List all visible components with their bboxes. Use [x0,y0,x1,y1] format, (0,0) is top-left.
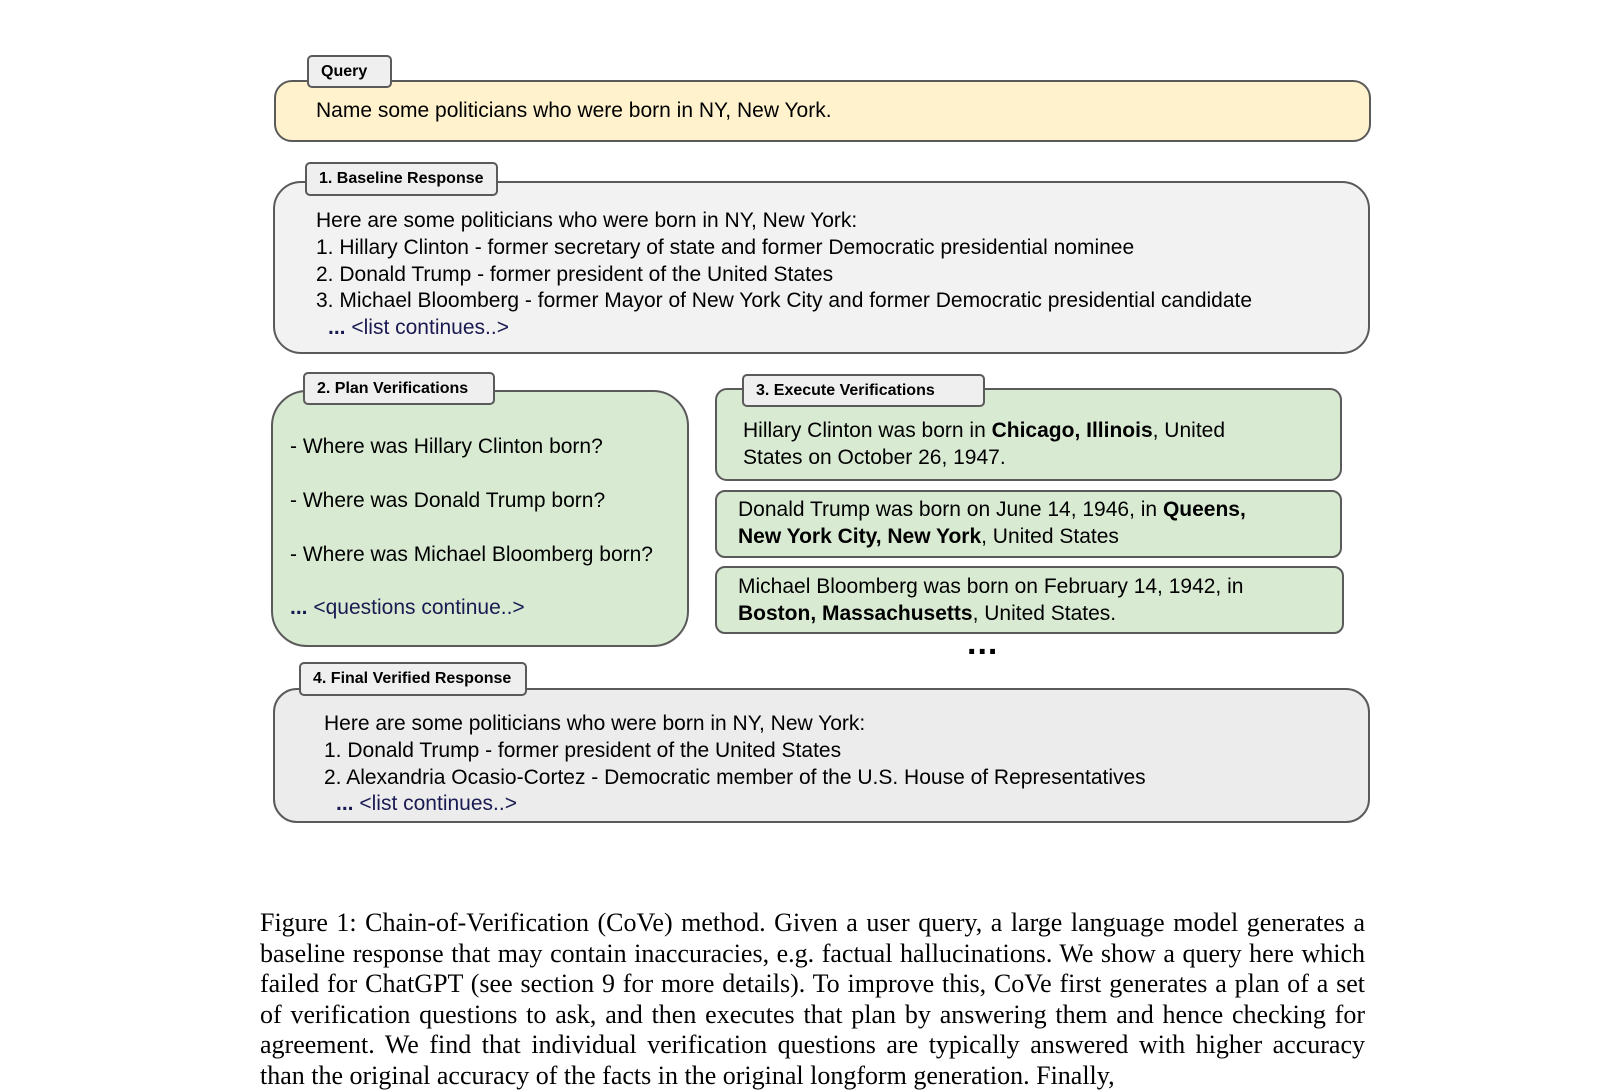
query-text: Name some politicians who were born in NY, New York. [316,99,832,122]
plan-tag: 2. Plan Verifications [303,372,495,405]
answer-line-2 [738,523,1119,550]
answer-place: Chicago, Illinois [991,419,1153,442]
answer-place: Boston, Massachusetts [738,602,973,625]
execute-answer-2 [715,490,1342,558]
final-line-1: 1. Donald Trump - former president of the United States [324,739,842,762]
plan-question-3: - Where was Michael Bloomberg born? [290,543,653,566]
baseline-line-3: 3. Michael Bloomberg - former Mayor of New York City and former Democratic presidential candidate [316,289,1253,312]
answer-place: Queens, [1162,498,1246,521]
plan-verifications-box [271,390,689,647]
answer-text: , United States. [972,602,1117,625]
final-response-box [273,688,1370,823]
final-tag: 4. Final Verified Response [299,662,527,696]
baseline-response-box [273,181,1370,354]
execute-answer-3 [715,566,1344,634]
answer-line-2 [743,444,1006,471]
final-list-continues [336,790,517,817]
answer-text: Michael Bloomberg was born on February 14, 1942, in [738,575,1244,598]
more-verifications-ellipsis: ... [967,624,999,662]
answer-text: Donald Trump was born on June 14, 1946, in [738,498,1163,521]
query-box [274,80,1371,142]
plan-question-2: - Where was Donald Trump born? [290,489,606,512]
query-tag: Query [307,55,392,88]
answer-text: Hillary Clinton was born in [743,419,992,442]
final-line-2: 2. Alexandria Ocasio-Cortez - Democratic member of the U.S. House of Representatives [324,766,1146,789]
answer-text: States on October 26, 1947. [743,446,1006,469]
figure-caption: Figure 1: Chain-of-Verification (CoVe) method. Given a user query, a large language model generates a baseline response that may contain inaccuracies, e.g. factual hallucinations. We show a query here which failed for ChatGPT (see section 9 for more details). To improve this, CoVe first generates a plan of a set of verification questions to ask, and then executes that plan by answering them and hence checking for agreement. We find that individual verification questions are typically answered with higher accuracy than the original accuracy of the facts in the original longform generation. Finally, [260,908,1365,1090]
continues-text: <list continues..> [359,792,517,815]
plan-question-1: - Where was Hillary Clinton born? [290,435,603,458]
answer-line-1 [738,496,1246,523]
continues-text: <list continues..> [351,316,509,339]
ellipsis: ... [290,596,308,619]
answer-text: , United [1152,419,1226,442]
baseline-tag: 1. Baseline Response [305,162,498,196]
baseline-line-2: 2. Donald Trump - former president of the United States [316,263,834,286]
answer-line-2 [738,600,1116,627]
continues-text: <questions continue..> [313,596,525,619]
baseline-list-continues [328,314,509,341]
ellipsis: ... [328,316,346,339]
baseline-line-intro: Here are some politicians who were born in NY, New York: [316,209,858,232]
plan-questions-continue [290,594,525,621]
answer-place: New York City, New York [738,525,982,548]
answer-line-1 [743,417,1225,444]
execute-tag: 3. Execute Verifications [742,374,985,407]
final-line-intro: Here are some politicians who were born in NY, New York: [324,712,866,735]
answer-line-1 [738,573,1243,600]
answer-text: , United States [981,525,1119,548]
ellipsis: ... [336,792,354,815]
baseline-line-1: 1. Hillary Clinton - former secretary of state and former Democratic presidential nominee [316,236,1135,259]
